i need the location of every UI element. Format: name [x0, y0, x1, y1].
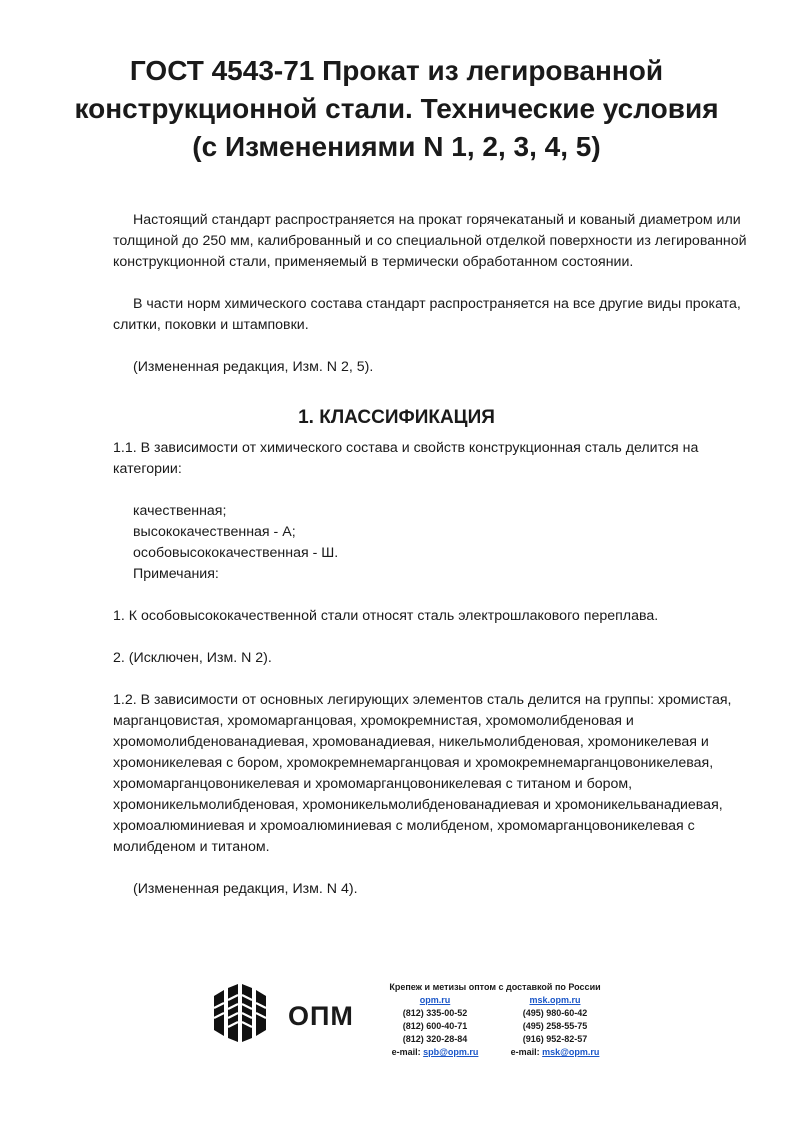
- clause-edit-note: (Измененная редакция, Изм. N 4).: [133, 881, 358, 897]
- clause-1-2: 1.2. В зависимости от основных легирующих элементов сталь делится на группы: хромистая, марганцовистая, хромомарганцовая, хромокремнистая, хромомолибденовая и хромомолибденованадиевая, хромованадиевая, никельмолибденовая, хромоникелевая и хромоникелевая с бором, хромокремнемарганцовая и хромокремнемарганцовоникелевая, хромомарганцовоникелевая и хромомарганцовоникелевая с титаном и бором, хромоникельмолибденовая, хромоникельмолибденованадиевая и хромоникельванадиевая, хромоалюминиевая и хромоалюминиевая с молибденом, хромомарганцовоникелевая с молибденом и титаном.: [113, 692, 732, 855]
- intro-edit-note: (Измененная редакция, Изм. N 2, 5).: [133, 359, 374, 375]
- intro-paragraph-2: В части норм химического состава стандарт распространяется на все другие виды проката, слитки, поковки и штамповки.: [113, 296, 741, 333]
- msk-email-link[interactable]: msk@opm.ru: [542, 1047, 600, 1057]
- note-1: 1. К особовысококачественной стали относят сталь электрошлакового переплава.: [113, 608, 659, 624]
- notes-label: Примечания:: [133, 566, 219, 582]
- section-heading-classification: 1. КЛАССИФИКАЦИЯ: [298, 407, 495, 428]
- footer-tagline: Крепеж и метизы оптом с доставкой по России: [389, 982, 601, 992]
- brand-name: ОПМ: [288, 1001, 354, 1031]
- msk-phone: (916) 952-82-57: [522, 1034, 588, 1044]
- list-item: особовысококачественная - Ш.: [133, 545, 339, 561]
- msk-phone: (495) 980-60-42: [522, 1008, 588, 1018]
- note-2: 2. (Исключен, Изм. N 2).: [113, 650, 272, 666]
- contacts-block: [380, 981, 610, 1057]
- opm-logo-icon: [210, 984, 276, 1042]
- email-label: e-mail:: [391, 1047, 421, 1057]
- msk-phone: (495) 258-55-75: [522, 1021, 588, 1031]
- spb-contacts: [380, 994, 490, 1059]
- list-item: высококачественная - А;: [133, 524, 296, 540]
- msk-site-link[interactable]: msk.opm.ru: [529, 995, 581, 1005]
- category-list: [133, 501, 338, 585]
- spb-email-link[interactable]: spb@opm.ru: [423, 1047, 479, 1057]
- spb-phone: (812) 600-40-71: [402, 1021, 468, 1031]
- msk-contacts: [500, 994, 610, 1059]
- footer-banner: [210, 981, 610, 1061]
- spb-site-link[interactable]: opm.ru: [419, 995, 451, 1005]
- spb-phone: (812) 335-00-52: [402, 1008, 468, 1018]
- clause-1-1: 1.1. В зависимости от химического состава и свойств конструкционная сталь делится на категории:: [113, 440, 699, 477]
- intro-paragraph-1: Настоящий стандарт распространяется на прокат горячекатаный и кованый диаметром или толщиной до 250 мм, калиброванный и со специальной отделкой поверхности из легированной конструкционной стали, применяемый в термически обработанном состоянии.: [113, 212, 747, 270]
- email-label: e-mail:: [510, 1047, 540, 1057]
- spb-phone: (812) 320-28-84: [402, 1034, 468, 1044]
- document-title: ГОСТ 4543-71 Прокат из легированной конструкционной стали. Технические условия (с Изменениями N 1, 2, 3, 4, 5): [74, 55, 719, 162]
- list-item: качественная;: [133, 503, 227, 519]
